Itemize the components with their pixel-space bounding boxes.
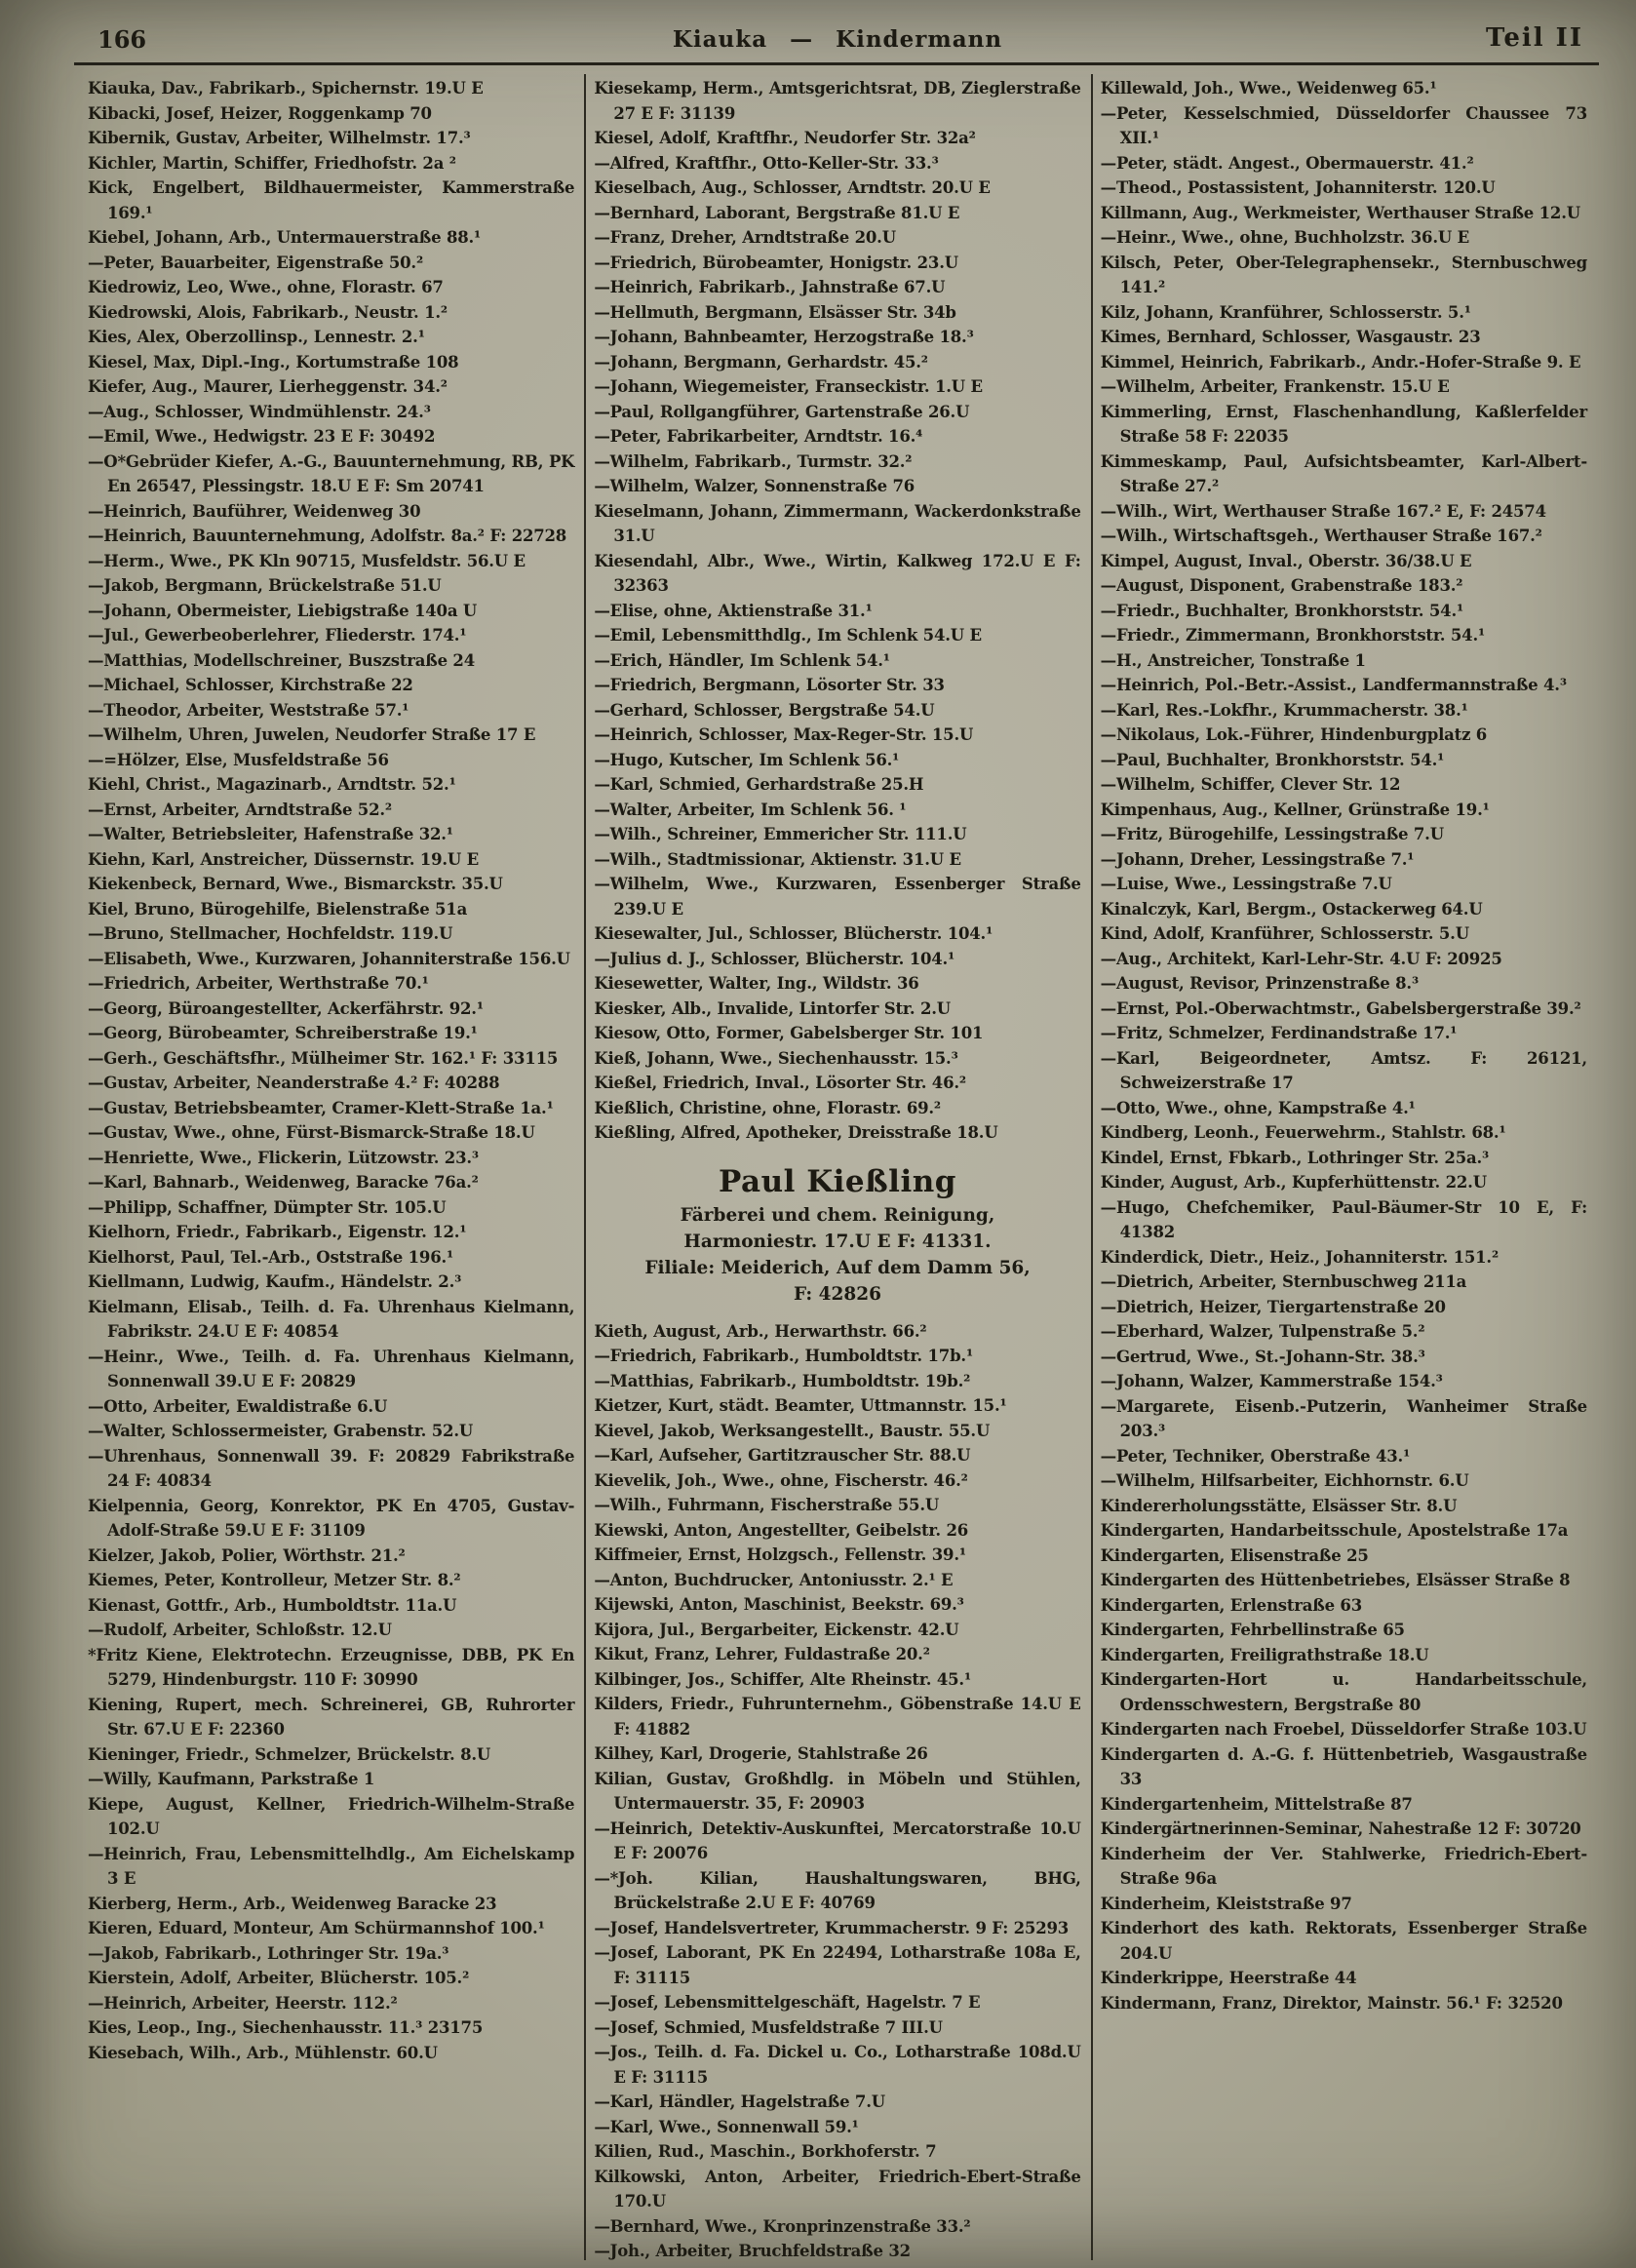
directory-entry: —Karl, Res.-Lokfhr., Krummacherstr. 38.¹ (1100, 700, 1468, 720)
directory-entry: —Wilhelm, Uhren, Juwelen, Neudorfer Straße 17 E (88, 725, 536, 744)
directory-entry: —Walter, Arbeiter, Im Schlenk 56. ¹ (594, 800, 907, 819)
directory-entry: —Gustav, Arbeiter, Neanderstraße 4.² F: 40288 (88, 1074, 500, 1092)
column-3 (1093, 74, 1597, 2260)
directory-entry: Kievel, Jakob, Werksangestellt., Baustr. 55.U (594, 1421, 991, 1440)
directory-entry: —Josef, Lebensmittelgeschäft, Hagelstr. 7 E (594, 1993, 981, 2012)
directory-entry: —Gustav, Betriebsbeamter, Cramer-Klett-Straße 1a.¹ (88, 1098, 554, 1117)
directory-entry: —Heinrich, Bauführer, Weidenweg 30 (88, 501, 421, 521)
directory-entry: —Aug., Architekt, Karl-Lehr-Str. 4.U F: 20925 (1100, 949, 1502, 968)
directory-entry: —Wilhelm, Arbeiter, Frankenstr. 15.U E (1100, 377, 1450, 396)
directory-entry: Kilz, Johann, Kranführer, Schlosserstr. 5.¹ (1100, 302, 1471, 322)
directory-entry: Kiesewetter, Walter, Ing., Wildstr. 36 (594, 974, 919, 993)
directory-entry: Kibacki, Josef, Heizer, Roggenkamp 70 (88, 103, 432, 123)
page-header (84, 21, 1591, 57)
directory-entry: Kijora, Jul., Bergarbeiter, Eickenstr. 42.U (594, 1620, 959, 1639)
directory-entry: —Wilh., Wirtschaftsgeh., Werthauser Straße 167.² (1100, 527, 1542, 545)
directory-entry: —Uhrenhaus, Sonnenwall 39. F: 20829 Fabrikstraße 24 F: 40834 (88, 1446, 575, 1490)
directory-entry: Kiesewalter, Jul., Schlosser, Blücherstr. 104.¹ (594, 924, 993, 943)
directory-entry: Kindergarten des Hüttenbetriebes, Elsässer Straße 8 (1100, 1571, 1571, 1589)
directory-entry: Kieß, Johann, Wwe., Siechenhausstr. 15.³ (594, 1048, 958, 1068)
directory-entry: —Wilhelm, Schiffer, Clever Str. 12 (1100, 775, 1401, 794)
directory-entry: —Emil, Wwe., Hedwigstr. 23 E F: 30492 (88, 427, 436, 446)
directory-entry: Kinderdick, Dietr., Heiz., Johanniterstr. 151.² (1100, 1247, 1499, 1267)
column-2-bottom-entries (594, 1319, 1080, 2261)
directory-entry: —Joh., Arbeiter, Bruchfeldstraße 32 (594, 2242, 911, 2260)
directory-entry: —Elisabeth, Wwe., Kurzwaren, Johanniterstraße 156.U (88, 949, 570, 968)
directory-entry: —Fritz, Bürogehilfe, Lessingstraße 7.U (1100, 825, 1444, 843)
directory-entry: Kiening, Rupert, mech. Schreinerei, GB, Ruhrorter Str. 67.U E F: 22360 (88, 1695, 575, 1739)
directory-entry: Kiewski, Anton, Angestellter, Geibelstr. 26 (594, 1520, 969, 1540)
directory-entry: —Heinrich, Fabrikarb., Jahnstraße 67.U (594, 278, 946, 296)
directory-entry: —Gerhard, Schlosser, Bergstraße 54.U (594, 700, 935, 720)
directory-entry: Kinderheim, Kleiststraße 97 (1100, 1894, 1352, 1913)
directory-entry: —Fritz, Schmelzer, Ferdinandstraße 17.¹ (1100, 1024, 1458, 1042)
directory-entry: Killewald, Joh., Wwe., Weidenweg 65.¹ (1100, 79, 1437, 98)
directory-entry: Kinder, August, Arb., Kupferhüttenstr. 22.U (1100, 1173, 1487, 1192)
directory-entry: Kindergarten, Freiligrathstraße 18.U (1100, 1645, 1429, 1664)
directory-entry: —Wilhelm, Fabrikarb., Turmstr. 32.² (594, 451, 913, 471)
directory-entry: Kimes, Bernhard, Schlosser, Wasgaustr. 23 (1100, 328, 1481, 346)
directory-entry: Kinderhort des kath. Rektorats, Essenberger Straße 204.U (1100, 1919, 1587, 1963)
directory-entry: —Karl, Wwe., Sonnenwall 59.¹ (594, 2117, 859, 2136)
directory-entry: —Anton, Buchdrucker, Antoniusstr. 2.¹ E (594, 1570, 954, 1589)
directory-entry: —Henriette, Wwe., Flickerin, Lützowstr. 23.³ (88, 1148, 479, 1167)
directory-entry: —Jos., Teilh. d. Fa. Dickel u. Co., Lotharstraße 108d.U E F: 31115 (594, 2043, 1081, 2087)
directory-entry: Kies, Leop., Ing., Siechenhausstr. 11.³ 23175 (88, 2018, 484, 2037)
directory-entry: —Karl, Beigeordneter, Amtsz. F: 26121, Schweizerstraße 17 (1100, 1048, 1587, 1092)
directory-entry: —Johann, Bergmann, Gerhardstr. 45.² (594, 352, 928, 371)
directory-entry: —Josef, Laborant, PK En 22494, Lotharstraße 108a E, F: 31115 (594, 1943, 1081, 1987)
directory-entry: —Jul., Gewerbeoberlehrer, Fliederstr. 174.¹ (88, 626, 467, 645)
header-title: Kiauka — Kindermann (672, 26, 1003, 53)
directory-entry: —Johann, Wiegemeister, Franseckistr. 1.U E (594, 377, 983, 396)
directory-entry: Kimpenhaus, Aug., Kellner, Grünstraße 19.¹ (1100, 800, 1490, 819)
directory-entry: —August, Revisor, Prinzenstraße 8.³ (1100, 974, 1419, 993)
directory-entry: —Gerh., Geschäftsfhr., Mülheimer Str. 162.¹ F: 33115 (88, 1048, 559, 1068)
directory-entry: —Friedrich, Arbeiter, Werthstraße 70.¹ (88, 974, 429, 993)
directory-entry: Kilkowski, Anton, Arbeiter, Friedrich-Ebert-Straße 170.U (594, 2167, 1081, 2210)
directory-entry: —Wilhelm, Hilfsarbeiter, Eichhornstr. 6.U (1100, 1471, 1469, 1490)
directory-entry: —Johann, Dreher, Lessingstraße 7.¹ (1100, 849, 1415, 869)
directory-entry: —Karl, Aufseher, Gartitzrauscher Str. 88.U (594, 1446, 971, 1465)
directory-entry: —Heinrich, Detektiv-Auskunftei, Mercatorstraße 10.U E F: 20076 (594, 1818, 1081, 1862)
directory-entry: Kiekenbeck, Bernard, Wwe., Bismarckstr. 35.U (88, 875, 503, 893)
directory-entry: Kielpennia, Georg, Konrektor, PK En 4705, Gustav-Adolf-Straße 59.U E F: 31109 (88, 1496, 575, 1540)
directory-entry: —Franz, Dreher, Arndtstraße 20.U (594, 228, 896, 247)
directory-entry: —Otto, Arbeiter, Ewaldistraße 6.U (88, 1396, 388, 1416)
directory-entry: —Luise, Wwe., Lessingstraße 7.U (1100, 875, 1392, 893)
directory-entry: Kilders, Friedr., Fuhrunternehm., Göbenstraße 14.U E F: 41882 (594, 1695, 1081, 1739)
directory-entry: —Peter, Fabrikarbeiter, Arndtstr. 16.⁴ (594, 427, 923, 446)
directory-entry: Kiellmann, Ludwig, Kaufm., Händelstr. 2.³ (88, 1272, 462, 1291)
directory-entry: —Heinrich, Arbeiter, Heerstr. 112.² (88, 1993, 398, 2013)
directory-entry: —Karl, Bahnarb., Weidenweg, Baracke 76a.² (88, 1173, 479, 1192)
directory-entry: —Heinrich, Pol.-Betr.-Assist., Landfermannstraße 4.³ (1100, 676, 1567, 694)
directory-entry: —Alfred, Kraftfhr., Otto-Keller-Str. 33.³ (594, 153, 939, 173)
directory-entry: Kieselbach, Aug., Schlosser, Arndtstr. 20.U E (594, 178, 991, 197)
directory-entry: Kindererholungsstätte, Elsässer Str. 8.U (1100, 1496, 1458, 1515)
directory-entry: Kind, Adolf, Kranführer, Schlosserstr. 5.U (1100, 924, 1469, 943)
column-2-top-entries (594, 76, 1080, 1146)
directory-entry: Killmann, Aug., Werkmeister, Werthauser Straße 12.U (1100, 203, 1580, 222)
directory-entry: —Paul, Rollgangführer, Gartenstraße 26.U (594, 402, 970, 421)
directory-entry: —Eberhard, Walzer, Tulpenstraße 5.² (1100, 1322, 1425, 1341)
directory-entry: —Gertrud, Wwe., St.-Johann-Str. 38.³ (1100, 1347, 1425, 1366)
directory-entry: Kikut, Franz, Lehrer, Fuldastraße 20.² (594, 1645, 930, 1663)
directory-entry: Kiefer, Aug., Maurer, Lierheggenstr. 34.² (88, 377, 448, 396)
directory-entry: —Friedr., Buchhalter, Bronkhorststr. 54.¹ (1100, 601, 1464, 620)
advertisement-line: Harmoniestr. 17.U E F: 41331. (683, 1231, 992, 1252)
directory-entry: Kiepe, August, Kellner, Friedrich-Wilhelm-Straße 102.U (88, 1794, 575, 1838)
directory-entry: Kiesekamp, Herm., Amtsgerichtsrat, DB, Zieglerstraße 27 E F: 31139 (594, 79, 1081, 123)
directory-entry: —Wilhelm, Wwe., Kurzwaren, Essenberger Straße 239.U E (594, 875, 1081, 919)
directory-entry: —Wilh., Schreiner, Emmericher Str. 111.U (594, 825, 967, 843)
directory-entry: Kilbinger, Jos., Schiffer, Alte Rheinstr. 45.¹ (594, 1669, 971, 1689)
directory-entry: —Paul, Buchhalter, Bronkhorststr. 54.¹ (1100, 750, 1445, 769)
directory-entry: Kindergarten-Hort u. Handarbeitsschule, Ordensschwestern, Bergstraße 80 (1100, 1670, 1587, 1714)
directory-entry: Kindergarten nach Froebel, Düsseldorfer Straße 103.U (1100, 1720, 1587, 1739)
directory-entry: Kindergärtnerinnen-Seminar, Nahestraße 12 F: 30720 (1100, 1819, 1581, 1838)
directory-entry: Kimpel, August, Inval., Oberstr. 36/38.U E (1100, 551, 1472, 570)
directory-entry: Kiesendahl, Albr., Wwe., Wirtin, Kalkweg 172.U E F: 32363 (594, 551, 1081, 595)
directory-entry: Kiebel, Johann, Arb., Untermauerstraße 88.¹ (88, 228, 482, 247)
directory-entry: —Josef, Handelsvertreter, Krummacherstr. 9 F: 25293 (594, 1918, 1070, 1937)
directory-entry: —Heinrich, Schlosser, Max-Reger-Str. 15.U (594, 725, 974, 744)
directory-entry: Kilien, Rud., Maschin., Borkhoferstr. 7 (594, 2142, 937, 2161)
directory-entry: —Bernhard, Laborant, Bergstraße 81.U E (594, 203, 960, 222)
directory-entry: —Willy, Kaufmann, Parkstraße 1 (88, 1770, 375, 1788)
directory-entry: Kielmann, Elisab., Teilh. d. Fa. Uhrenhaus Kielmann, Fabrikstr. 24.U E F: 40854 (88, 1297, 575, 1341)
directory-entry: Kindel, Ernst, Fbkarb., Lothringer Str. 25a.³ (1100, 1148, 1490, 1167)
directory-entry: —Johann, Bahnbeamter, Herzogstraße 18.³ (594, 328, 974, 346)
page-number: 166 (97, 25, 147, 54)
directory-entry: —Heinrich, Frau, Lebensmittelhdlg., Am Eichelskamp 3 E (88, 1844, 575, 1888)
directory-entry: Kinderheim der Ver. Stahlwerke, Friedrich-Ebert-Straße 96a (1100, 1844, 1587, 1888)
directory-entry: —Theodor, Arbeiter, Weststraße 57.¹ (88, 700, 409, 720)
directory-entry: —Dietrich, Arbeiter, Sternbuschweg 211a (1100, 1272, 1467, 1291)
directory-entry: —Ernst, Pol.-Oberwachtmstr., Gabelsbergerstraße 39.² (1100, 998, 1581, 1018)
directory-entry: Kieren, Eduard, Monteur, Am Schürmannshof 100.¹ (88, 1919, 545, 1937)
directory-entry: Kiffmeier, Ernst, Holzgsch., Fellenstr. 39.¹ (594, 1545, 966, 1564)
directory-entry: —Heinr., Wwe., Teilh. d. Fa. Uhrenhaus Kielmann, Sonnenwall 39.U E F: 20829 (88, 1347, 575, 1390)
directory-entry: Kibernik, Gustav, Arbeiter, Wilhelmstr. 17.³ (88, 129, 471, 147)
directory-entry: —Johann, Obermeister, Liebigstraße 140a U (88, 601, 478, 620)
directory-entry: Kiesel, Max, Dipl.-Ing., Kortumstraße 108 (88, 352, 459, 371)
directory-entry: —Peter, städt. Angest., Obermauerstr. 41.² (1100, 153, 1474, 173)
directory-entry: —Friedrich, Bergmann, Lösorter Str. 33 (594, 676, 945, 694)
directory-entry: Kiesow, Otto, Former, Gabelsberger Str. 101 (594, 1024, 984, 1042)
directory-entry: Kijewski, Anton, Maschinist, Beekstr. 69.³ (594, 1595, 964, 1614)
directory-entry: Kick, Engelbert, Bildhauermeister, Kammerstraße 169.¹ (88, 178, 575, 222)
advertisement-kiessling (594, 1146, 1080, 1319)
directory-entry: —Heinr., Wwe., ohne, Buchholzstr. 36.U E (1100, 228, 1469, 247)
directory-entry: —Walter, Schlossermeister, Grabenstr. 52.U (88, 1422, 474, 1440)
directory-entry: Kiesker, Alb., Invalide, Lintorfer Str. 2.U (594, 998, 951, 1018)
directory-entry: —August, Disponent, Grabenstraße 183.² (1100, 576, 1463, 595)
header-part-label: Teil II (1485, 23, 1583, 53)
advertisement-lines (598, 1202, 1076, 1308)
directory-entry: Kindergarten, Erlenstraße 63 (1100, 1595, 1362, 1615)
directory-entry: —Theod., Postassistent, Johanniterstr. 120.U (1100, 178, 1496, 197)
directory-entry: —Aug., Schlosser, Windmühlenstr. 24.³ (88, 402, 431, 421)
directory-entry: Kimmerling, Ernst, Flaschenhandlung, Kaßlerfelder Straße 58 F: 22035 (1100, 402, 1587, 446)
directory-entry: —Hellmuth, Bergmann, Elsässer Str. 34b (594, 302, 956, 322)
directory-entry: Kindermann, Franz, Direktor, Mainstr. 56.¹ F: 32520 (1100, 1993, 1563, 2013)
directory-entry: —Herm., Wwe., PK Kln 90715, Musfeldstr. 56.U E (88, 551, 526, 570)
column-1 (80, 74, 584, 2260)
directory-entry: Kiedrowski, Alois, Fabrikarb., Neustr. 1.² (88, 302, 448, 322)
directory-entry: Kilsch, Peter, Ober-Telegraphensekr., Sternbuschweg 141.² (1100, 253, 1587, 296)
directory-entry: —Josef, Schmied, Musfeldstraße 7 III.U (594, 2017, 943, 2037)
directory-entry: Kindberg, Leonh., Feuerwehrm., Stahlstr. 68.¹ (1100, 1123, 1506, 1142)
directory-entry: Kießling, Alfred, Apotheker, Dreisstraße 18.U (594, 1123, 998, 1142)
directory-entry: —=Hölzer, Else, Musfeldstraße 56 (88, 750, 389, 769)
directory-entry: Kießel, Friedrich, Inval., Lösorter Str. 46.² (594, 1074, 966, 1092)
advertisement-line: F: 42826 (793, 1283, 882, 1305)
directory-entry: Kieninger, Friedr., Schmelzer, Brückelstr. 8.U (88, 1744, 491, 1764)
directory-entry: Kielhorst, Paul, Tel.-Arb., Oststraße 196.¹ (88, 1247, 454, 1267)
directory-entry: Kindergartenheim, Mittelstraße 87 (1100, 1794, 1413, 1814)
directory-entry: —Bruno, Stellmacher, Hochfeldstr. 119.U (88, 924, 453, 943)
advertisement-line: Filiale: Meiderich, Auf dem Damm 56, (644, 1257, 1031, 1278)
directory-entry: Kierstein, Adolf, Arbeiter, Blücherstr. 105.² (88, 1969, 470, 1987)
directory-entry: Kiesebach, Wilh., Arb., Mühlenstr. 60.U (88, 2043, 438, 2062)
directory-entry: Kiemes, Peter, Kontrolleur, Metzer Str. 8.² (88, 1571, 461, 1589)
directory-entry: —Friedrich, Fabrikarb., Humboldtstr. 17b.¹ (594, 1347, 973, 1365)
directory-entry: *Fritz Kiene, Elektrotechn. Erzeugnisse, DBB, PK En 5279, Hindenburgstr. 110 F: 30990 (88, 1645, 575, 1689)
directory-entry: —*Joh. Kilian, Haushaltungswaren, BHG, Brückelstraße 2.U E F: 40769 (594, 1868, 1081, 1912)
directory-entry: —Gustav, Wwe., ohne, Fürst-Bismarck-Straße 18.U (88, 1123, 535, 1142)
directory-entry: —Rudolf, Arbeiter, Schloßstr. 12.U (88, 1621, 392, 1639)
directory-entry: Kiedrowiz, Leo, Wwe., ohne, Florastr. 67 (88, 278, 444, 296)
directory-entry: Kielhorn, Friedr., Fabrikarb., Eigenstr. 12.¹ (88, 1223, 467, 1241)
directory-entry: Kilian, Gustav, Großhdlg. in Möbeln und Stühlen, Untermauerstr. 35, F: 20903 (594, 1769, 1081, 1813)
directory-entry: —H., Anstreicher, Tonstraße 1 (1100, 650, 1366, 670)
directory-entry: Kießlich, Christine, ohne, Florastr. 69.² (594, 1098, 941, 1117)
directory-entry: Kindergarten, Fehrbellinstraße 65 (1100, 1621, 1405, 1639)
directory-entry: —Heinrich, Bauunternehmung, Adolfstr. 8a.² F: 22728 (88, 527, 567, 545)
directory-entry: —Philipp, Schaffner, Dümpter Str. 105.U (88, 1197, 447, 1217)
directory-entry: —Wilhelm, Walzer, Sonnenstraße 76 (594, 477, 915, 495)
directory-entry: —Otto, Wwe., ohne, Kampstraße 4.¹ (1100, 1098, 1416, 1117)
directory-entry: —Erich, Händler, Im Schlenk 54.¹ (594, 650, 890, 670)
directory-entry: Kietzer, Kurt, städt. Beamter, Uttmannstr. 15.¹ (594, 1396, 1007, 1415)
directory-entry: —Jakob, Bergmann, Brückelstraße 51.U (88, 576, 442, 595)
directory-entry: —Matthias, Fabrikarb., Humboldtstr. 19b.² (594, 1371, 971, 1390)
directory-entry: —Karl, Händler, Hagelstraße 7.U (594, 2092, 885, 2111)
directory-entry: Kindergarten, Handarbeitsschule, Apostelstraße 17a (1100, 1521, 1569, 1540)
directory-entry: Kiauka, Dav., Fabrikarb., Spichernstr. 19.U E (88, 79, 484, 98)
directory-entry: —Michael, Schlosser, Kirchstraße 22 (88, 676, 413, 694)
directory-entry: —Nikolaus, Lok.-Führer, Hindenburgplatz 6 (1100, 725, 1488, 744)
directory-entry: Kievelik, Joh., Wwe., ohne, Fischerstr. 46.² (594, 1470, 968, 1490)
directory-entry: —Julius d. J., Schlosser, Blücherstr. 104.¹ (594, 949, 955, 968)
directory-entry: Kindergarten, Elisenstraße 25 (1100, 1545, 1369, 1565)
column-2 (586, 74, 1090, 2260)
directory-entry: Kiehl, Christ., Magazinarb., Arndtstr. 52.¹ (88, 775, 456, 794)
directory-entry: Kiesel, Adolf, Kraftfhr., Neudorfer Str. 32a² (594, 129, 976, 147)
directory-entry: —Peter, Bauarbeiter, Eigenstraße 50.² (88, 253, 423, 272)
directory-entry: Kieselmann, Johann, Zimmermann, Wackerdonkstraße 31.U (594, 501, 1081, 545)
directory-entry: —Johann, Walzer, Kammerstraße 154.³ (1100, 1372, 1443, 1390)
directory-entry: Kies, Alex, Oberzollinsp., Lennestr. 2.¹ (88, 328, 425, 346)
directory-entry: Kierberg, Herm., Arb., Weidenweg Baracke 23 (88, 1894, 497, 1913)
directory-entry: —Bernhard, Wwe., Kronprinzenstraße 33.² (594, 2216, 971, 2236)
directory-entry: —Georg, Bürobeamter, Schreiberstraße 19.¹ (88, 1024, 478, 1042)
directory-entry: —Friedr., Zimmermann, Bronkhorststr. 54.¹ (1100, 626, 1486, 645)
directory-entry: Kichler, Martin, Schiffer, Friedhofstr. 2a ² (88, 153, 456, 173)
directory-entry: Kimmeskamp, Paul, Aufsichtsbeamter, Karl-Albert-Straße 27.² (1100, 451, 1587, 495)
directory-entry: —Wilh., Wirt, Werthauser Straße 167.² E, F: 24574 (1100, 501, 1546, 521)
directory-entry: —Hugo, Kutscher, Im Schlenk 56.¹ (594, 750, 900, 769)
directory-columns (80, 74, 1597, 2260)
advertisement-line: Färberei und chem. Reinigung, (680, 1204, 995, 1226)
directory-entry: —Margarete, Eisenb.-Putzerin, Wanheimer Straße 203.³ (1100, 1396, 1587, 1440)
directory-entry: —O*Gebrüder Kiefer, A.-G., Bauunternehmung, RB, PK En 26547, Plessingstr. 18.U E F: Sm 20741 (88, 451, 575, 495)
directory-entry: —Karl, Schmied, Gerhardstraße 25.H (594, 775, 924, 794)
directory-entry: Kimmel, Heinrich, Fabrikarb., Andr.-Hofer-Straße 9. E (1100, 352, 1581, 371)
directory-entry: —Emil, Lebensmitthdlg., Im Schlenk 54.U E (594, 626, 982, 645)
directory-entry: Kinalczyk, Karl, Bergm., Ostackerweg 64.U (1100, 899, 1483, 919)
directory-entry: Kindergarten d. A.-G. f. Hüttenbetrieb, Wasgaustraße 33 (1100, 1744, 1587, 1788)
directory-entry: Kiel, Bruno, Bürogehilfe, Bielenstraße 51a (88, 899, 468, 919)
directory-entry: —Friedrich, Bürobeamter, Honigstr. 23.U (594, 253, 958, 272)
directory-entry: —Matthias, Modellschreiner, Buszstraße 24 (88, 650, 475, 670)
directory-entry: —Walter, Betriebsleiter, Hafenstraße 32.¹ (88, 825, 453, 843)
directory-entry: —Jakob, Fabrikarb., Lothringer Str. 19a.³ (88, 1943, 449, 1963)
directory-entry: —Elise, ohne, Aktienstraße 31.¹ (594, 601, 873, 620)
directory-entry: —Georg, Büroangestellter, Ackerfährstr. 92.¹ (88, 998, 484, 1018)
directory-entry: Kielzer, Jakob, Polier, Wörthstr. 21.² (88, 1545, 406, 1565)
directory-entry: Kilhey, Karl, Drogerie, Stahlstraße 26 (594, 1744, 928, 1763)
directory-entry: Kienast, Gottfr., Arb., Humboldtstr. 11a.U (88, 1595, 457, 1615)
directory-entry: Kiehn, Karl, Anstreicher, Düssernstr. 19.U E (88, 849, 480, 869)
header-rule (74, 62, 1599, 65)
advertisement-title: Paul Kießling (719, 1163, 956, 1199)
directory-entry: —Peter, Kesselschmied, Düsseldorfer Chaussee 73 XII.¹ (1100, 103, 1587, 147)
directory-entry: —Wilh., Stadtmissionar, Aktienstr. 31.U E (594, 849, 961, 869)
directory-entry: Kieth, August, Arb., Herwarthstr. 66.² (594, 1321, 927, 1341)
directory-entry: —Hugo, Chefchemiker, Paul-Bäumer-Str 10 E, F: 41382 (1100, 1197, 1587, 1241)
directory-entry: Kinderkrippe, Heerstraße 44 (1100, 1969, 1357, 1987)
directory-entry: —Wilh., Fuhrmann, Fischerstraße 55.U (594, 1496, 940, 1514)
directory-entry: —Dietrich, Heizer, Tiergartenstraße 20 (1100, 1297, 1446, 1316)
directory-entry: —Peter, Techniker, Oberstraße 43.¹ (1100, 1446, 1411, 1466)
directory-entry: —Ernst, Arbeiter, Arndtstraße 52.² (88, 800, 392, 819)
